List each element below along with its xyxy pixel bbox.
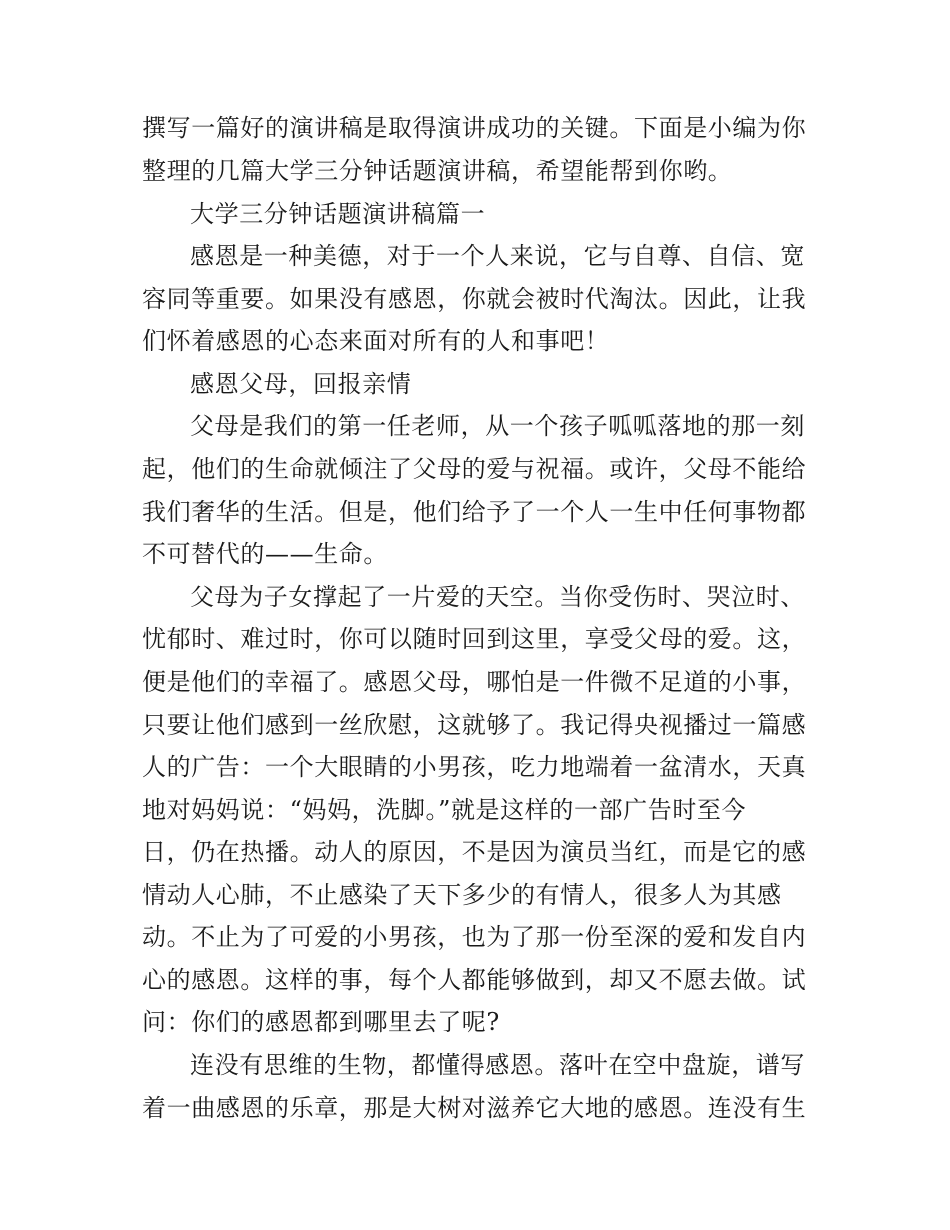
section-heading: 感恩父母，回报亲情 xyxy=(190,370,412,398)
text-line: 人的广告：一个大眼睛的小男孩，吃力地端着一盆清水，天真 xyxy=(142,753,807,781)
text-line: 便是他们的幸福了。感恩父母，哪怕是一件微不足道的小事， xyxy=(142,668,807,696)
text-line: 日，仍在热播。动人的原因，不是因为演员当红，而是它的感 xyxy=(142,838,807,866)
text-line: 着一曲感恩的乐章，那是大树对滋养它大地的感恩。连没有生 xyxy=(142,1094,807,1122)
text-line: 父母是我们的第一任老师，从一个孩子呱呱落地的那一刻 xyxy=(190,412,805,440)
text-line: 忧郁时、难过时，你可以随时回到这里，享受父母的爱。这， xyxy=(142,625,807,653)
text-line: 不可替代的——生命。 xyxy=(142,540,388,568)
text-line: 我们奢华的生活。但是，他们给予了一个人一生中任何事物都 xyxy=(142,498,807,526)
text-line: 连没有思维的生物，都懂得感恩。落叶在空中盘旋，谱写 xyxy=(190,1051,805,1079)
text-line: 只要让他们感到一丝欣慰，这就够了。我记得央视播过一篇感 xyxy=(142,711,807,739)
text-line: 父母为子女撑起了一片爱的天空。当你受伤时、哭泣时、 xyxy=(190,583,805,611)
text-line: 问：你们的感恩都到哪里去了呢? xyxy=(142,1008,500,1036)
text-line: 们怀着感恩的心态来面对所有的人和事吧！ xyxy=(142,327,610,355)
text-line: 起，他们的生命就倾注了父母的爱与祝福。或许，父母不能给 xyxy=(142,455,807,483)
section-heading: 大学三分钟话题演讲稿篇一 xyxy=(190,200,486,228)
text-line: 整理的几篇大学三分钟话题演讲稿，希望能帮到你哟。 xyxy=(142,157,733,185)
text-line: 情动人心肺，不止感染了天下多少的有情人，很多人为其感 xyxy=(142,881,782,909)
text-line: 心的感恩。这样的事，每个人都能够做到，却又不愿去做。试 xyxy=(142,966,807,994)
text-line: 撰写一篇好的演讲稿是取得演讲成功的关键。下面是小编为你 xyxy=(142,114,807,142)
text-line: 容同等重要。如果没有感恩，你就会被时代淘汰。因此，让我 xyxy=(142,285,807,313)
text-line: 感恩是一种美德，对于一个人来说，它与自尊、自信、宽 xyxy=(190,242,805,270)
text-line: 地对妈妈说：“妈妈，洗脚。”就是这样的一部广告时至今 xyxy=(142,796,747,824)
text-line: 动。不止为了可爱的小男孩，也为了那一份至深的爱和发自内 xyxy=(142,923,807,951)
